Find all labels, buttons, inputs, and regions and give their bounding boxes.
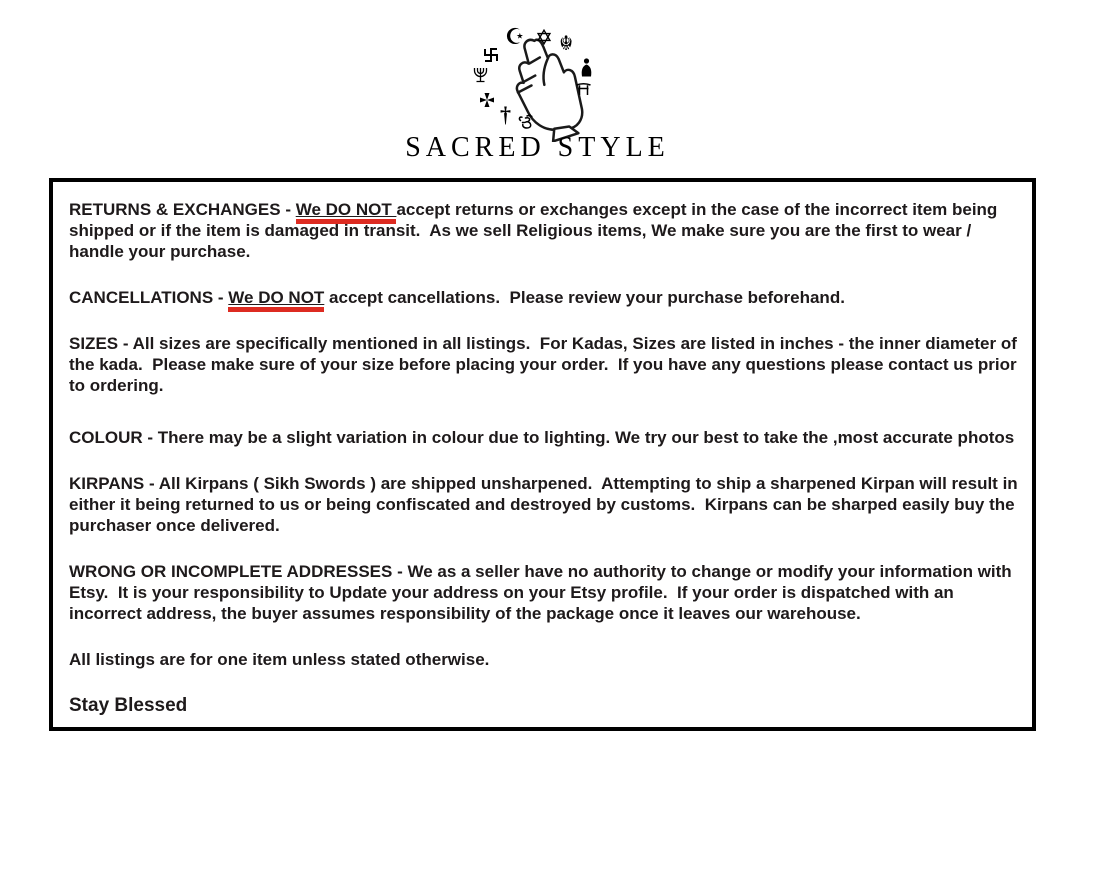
- policy-section-returns-exchanges: [69, 199, 1018, 262]
- section-heading: RETURNS & EXCHANGES: [69, 200, 281, 219]
- policy-note: [69, 649, 1018, 670]
- policy-signoff: [69, 695, 1018, 716]
- buddha-icon: [580, 58, 593, 77]
- separator: -: [213, 288, 229, 307]
- section-heading: KIRPANS: [69, 474, 145, 493]
- brand-name: SACRED STYLE: [405, 132, 670, 163]
- policy-section-sizes: [69, 333, 1022, 396]
- section-body: accept returns or exchanges except in the case of the incorrect item being shipped or if the item is damaged in transit. As we sell Religious items, We make sure you are the first to wear / handle your purchase.: [69, 200, 1003, 261]
- section-body: All sizes are specifically mentioned in all listings. For Kadas, Sizes are listed in inches - the inner diameter of the kada. Please make sure of your size before placing your order. If you have any questions please contact us prior to ordering.: [69, 334, 1022, 395]
- separator: -: [392, 562, 408, 581]
- swastika-icon: [484, 48, 498, 62]
- policy-box: [49, 178, 1036, 731]
- policy-section-colour: [69, 427, 1018, 448]
- torii-gate-icon: [575, 82, 592, 96]
- policy-section-kirpans: [69, 473, 1023, 536]
- star-of-david-icon: [536, 29, 552, 45]
- section-heading: CANCELLATIONS: [69, 288, 214, 307]
- cross-pattee-icon: [479, 92, 495, 108]
- section-body: We as a seller have no authority to change or modify your information with Etsy. It is your responsibility to Update your address on your Etsy profile. If your order is dispatched with an incorrect address, the buyer assumes responsibility of the package once it leaves our warehouse.: [69, 562, 1017, 623]
- highlighted-phrase: We DO NOT: [228, 288, 324, 312]
- latin-cross-icon: †: [500, 102, 511, 127]
- om-icon: [517, 114, 534, 129]
- brand-logo: [455, 20, 625, 138]
- crescent-star-icon: ☪: [505, 24, 525, 49]
- signoff-text: Stay Blessed: [69, 695, 188, 716]
- separator: -: [144, 474, 159, 493]
- separator: -: [118, 334, 133, 353]
- section-body: There may be a slight variation in colour due to lighting. We try our best to take the ,most accurate photos: [157, 428, 1015, 447]
- section-body: accept cancellations. Please review your purchase beforehand.: [324, 288, 845, 307]
- policy-section-addresses: [69, 561, 1018, 624]
- section-heading: COLOUR: [69, 428, 143, 447]
- menorah-icon: [472, 66, 489, 83]
- section-heading: WRONG OR INCOMPLETE ADDRESSES: [69, 562, 393, 581]
- section-heading: SIZES: [69, 334, 119, 353]
- separator: -: [142, 428, 158, 447]
- section-body: All Kirpans ( Sikh Swords ) are shipped unsharpened. Attempting to ship a sharpened Kirpan will result in either it being returned to us or being confiscated and destroyed by customs. Kirpans can be sharped easily buy the purchaser once delivered.: [69, 474, 1023, 535]
- policy-section-cancellations: [69, 287, 1018, 308]
- separator: -: [280, 200, 296, 219]
- note-text: All listings are for one item unless stated otherwise.: [69, 650, 490, 669]
- khanda-icon: ☬: [559, 33, 574, 55]
- highlighted-phrase: We DO NOT: [296, 200, 397, 224]
